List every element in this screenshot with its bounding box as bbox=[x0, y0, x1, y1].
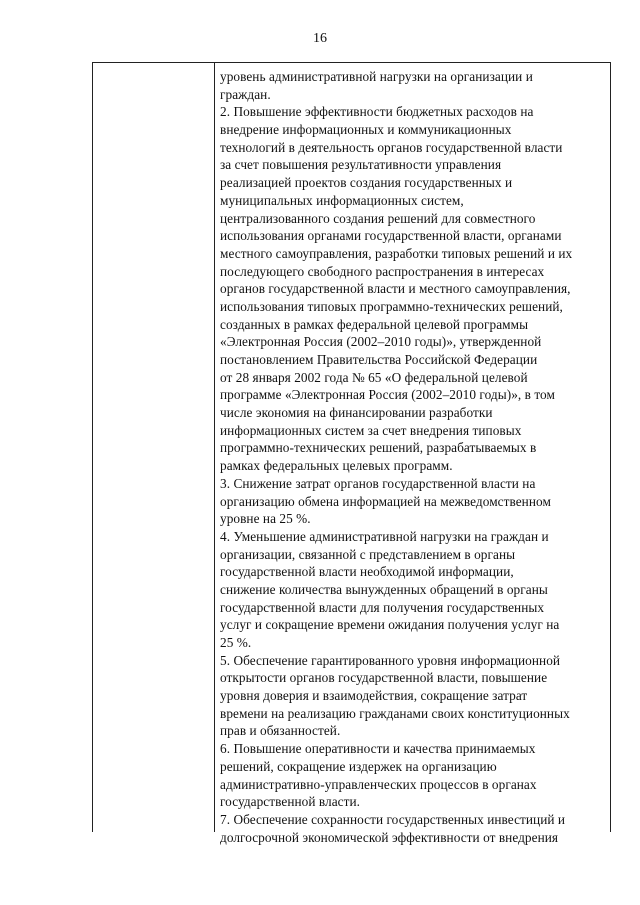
text-line: решений, сокращение издержек на организацию bbox=[220, 758, 497, 774]
text-line: организации, связанной с представлением в органы bbox=[220, 546, 516, 562]
text-line: услуг и сокращение времени ожидания получения услуг на bbox=[220, 617, 560, 633]
text-line: программно-технических решений, разрабатываемых в bbox=[220, 440, 537, 456]
text-line: технологий в деятельность органов государственной власти bbox=[220, 139, 563, 155]
text-line: использования органами государственной власти, органами bbox=[220, 228, 562, 244]
text-line: административно-управленческих процессов в органах bbox=[220, 776, 537, 792]
text-line: рамках федеральных целевых программ. bbox=[220, 458, 453, 474]
text-line: 4. Уменьшение административной нагрузки на граждан и bbox=[220, 528, 549, 544]
text-line: реализацией проектов создания государственных и bbox=[220, 175, 513, 191]
text-line: постановлением Правительства Российской Федерации bbox=[220, 352, 538, 367]
text-line: 3. Снижение затрат органов государственной власти на bbox=[220, 475, 536, 491]
text-line: государственной власти необходимой информации, bbox=[220, 564, 514, 580]
text-line: использования типовых программно-технических решений, bbox=[220, 298, 563, 314]
text-line: 7. Обеспечение сохранности государственных инвестиций и bbox=[220, 811, 566, 827]
text-line: «Электронная Россия (2002–2010 годы)», утвержденной bbox=[220, 334, 542, 350]
table-right-cell bbox=[220, 68, 608, 846]
text-line: внедрение информационных и коммуникационных bbox=[220, 122, 512, 138]
text-line: уровне на 25 %. bbox=[220, 511, 311, 527]
text-line: уровень административной нагрузки на организации и bbox=[220, 69, 533, 84]
text-line: государственной власти. bbox=[220, 794, 361, 810]
text-line: 25 %. bbox=[220, 635, 252, 650]
text-line: долгосрочной экономической эффективности от внедрения bbox=[220, 829, 559, 845]
text-line: централизованного создания решений для совместного bbox=[220, 210, 536, 226]
page-number: 16 bbox=[313, 31, 327, 46]
text-line: прав и обязанностей. bbox=[220, 723, 341, 739]
text-line: от 28 января 2002 года № 65 «О федеральной целевой bbox=[220, 369, 528, 385]
document-table bbox=[92, 62, 611, 845]
column-divider bbox=[214, 63, 215, 832]
text-line: органов государственной власти и местного самоуправления, bbox=[220, 281, 571, 297]
text-line: программе «Электронная Россия (2002–2010 годы)», в том bbox=[220, 387, 555, 403]
text-line: информационных систем за счет внедрения типовых bbox=[220, 422, 522, 438]
text-line: последующего свободного распространения в интересах bbox=[220, 263, 545, 279]
text-line: числе экономия на финансировании разработки bbox=[220, 405, 493, 421]
text-line: за счет повышения результативности управления bbox=[220, 157, 502, 173]
text-line: созданных в рамках федеральной целевой программы bbox=[220, 316, 529, 332]
table-left-cell bbox=[93, 63, 214, 832]
text-line: государственной власти для получения государственных bbox=[220, 599, 545, 615]
text-line: времени на реализацию гражданами своих конституционных bbox=[220, 705, 570, 721]
text-line: 6. Повышение оперативности и качества принимаемых bbox=[220, 741, 536, 757]
text-line: организацию обмена информацией на межведомственном bbox=[220, 493, 551, 509]
text-line: снижение количества вынужденных обращений в органы bbox=[220, 581, 548, 597]
text-line: граждан. bbox=[220, 86, 271, 102]
text-line: муниципальных информационных систем, bbox=[220, 192, 464, 208]
text-line: уровня доверия и взаимодействия, сокращение затрат bbox=[220, 688, 528, 704]
text-line: 5. Обеспечение гарантированного уровня информационной bbox=[220, 652, 561, 668]
text-line: местного самоуправления, разработки типовых решений и их bbox=[220, 245, 573, 261]
text-line: 2. Повышение эффективности бюджетных расходов на bbox=[220, 104, 534, 120]
text-line: открытости органов государственной власти, повышение bbox=[220, 670, 548, 686]
